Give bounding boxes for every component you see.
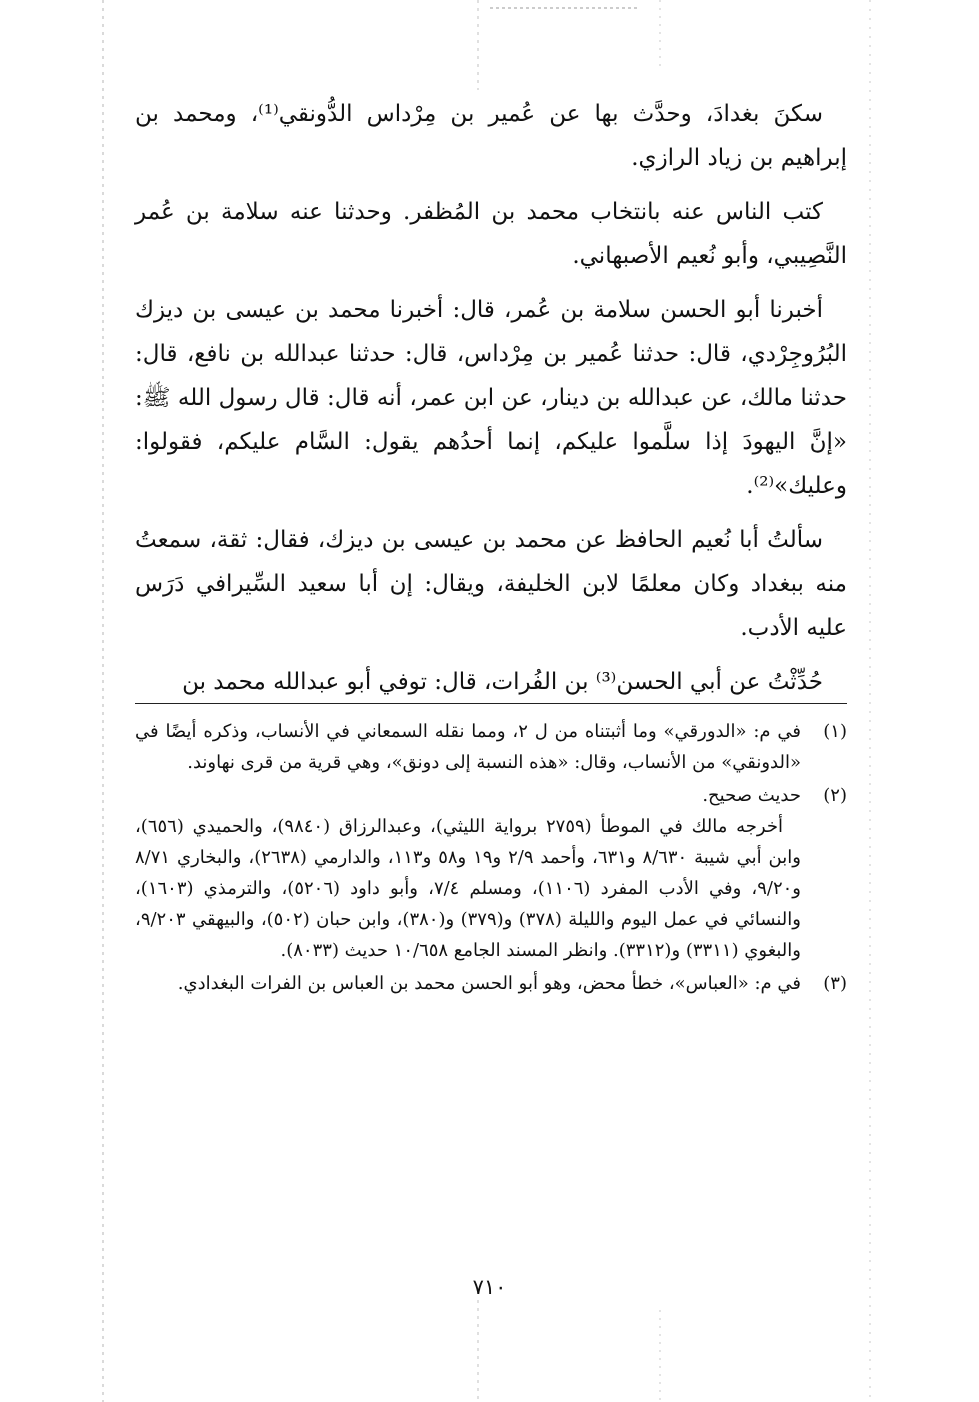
footnote-text: أخرجه مالك في الموطأ (٢٧٥٩ برواية الليثي)، وعبدالرزاق (٩٨٤٠)، والحميدي (٦٥٦)، وابن أبي شيبة ٨/٦٣٠ و٦٣١، وأحمد ٢/٩ و١٩ و٥٨ و١١٣، والدارمي (٢٦٣٨)، والبخاري ٨/٧١ و٩/٢٠، وفي الأدب المفرد (١١٠٦)، ومسلم ٧/٤، وأبو داود (٥٢٠٦)، والترمذي (١٦٠٣)، والنسائي في عمل اليوم والليلة (٣٧٨) و(٣٧٩) و(٣٨٠)، وابن حبان (٥٠٢)، والبيهقي ٩/٢٠٣، والبغوي (٣٣١١) و(٣٣١٢). وانظر المسند الجامع ١٠/٦٥٨ حديث (٨٠٣٣).	[135, 816, 801, 961]
paragraph: حُدِّثْتُ عن أبي الحسن⁽³⁾ بن الفُرات، قال: توفي أبو عبدالله محمد بن	[182, 669, 823, 695]
paragraph: كتب الناس عنه بانتخاب محمد بن المُظفر. وحدثنا عنه سلامة بن عُمر النَّصِيبي، وأبو نُعيم الأصبهاني.	[135, 199, 847, 269]
paragraph: سكنَ بغدادَ، وحدَّث بها عن عُمير بن مِرْداس الدُّونقي⁽¹⁾، ومحمد بن إبراهيم بن زياد الرازي.	[135, 101, 847, 171]
footnote-number: (٣)	[823, 973, 847, 994]
footnote-number: (١)	[823, 721, 847, 742]
paragraph: سألتُ أبا نُعيم الحافظ عن محمد بن عيسى بن ديزك، فقال: ثقة، سمعتُ منه ببغداد وكان معلمًا لابن الخليفة، ويقال: إن أبا سعيد السِّيرافي دَرَس عليه الأدب.	[135, 527, 847, 641]
footnote-body	[135, 780, 801, 966]
footnote	[135, 780, 847, 966]
footnote-body	[135, 716, 801, 778]
footnote	[135, 968, 847, 999]
footnote	[135, 716, 847, 778]
main-text	[135, 92, 847, 714]
page-number: ٧١٠	[472, 1275, 507, 1299]
footnote-body	[135, 968, 801, 999]
footnotes	[135, 716, 847, 1001]
footnote-text: في م: «الدورقي» وما أثبتناه من ل ٢، ومما نقله السمعاني في الأنساب، وذكره أيضًا في «الدونقي» من الأنساب، وقال: «هذه النسبة إلى دونق»، وهي قرية من قرى نهاوند.	[135, 721, 801, 773]
footnote-text: حديث صحيح.	[702, 785, 801, 806]
footnote-text: في م: «العباس»، خطأ محض، وهو أبو الحسن محمد بن العباس بن الفرات البغدادي.	[177, 973, 801, 994]
footnote-number: (٢)	[823, 785, 847, 806]
paragraph: أخبرنا أبو الحسن سلامة بن عُمر، قال: أخبرنا محمد بن عيسى بن ديزك البُرُوجِرْدي، قال: حدثنا عُمير بن مِرْداس، قال: حدثنا عبدالله بن نافع، قال: حدثنا مالك، عن عبدالله بن دينار، عن ابن عمر، أنه قال: قال رسول الله ﷺ: «إنَّ اليهودَ إذا سلَّموا عليكم، إنما أحدُهم يقول: السَّام عليكم، فقولوا: وعليك»⁽²⁾.	[135, 297, 847, 499]
footnote-divider	[135, 703, 847, 704]
